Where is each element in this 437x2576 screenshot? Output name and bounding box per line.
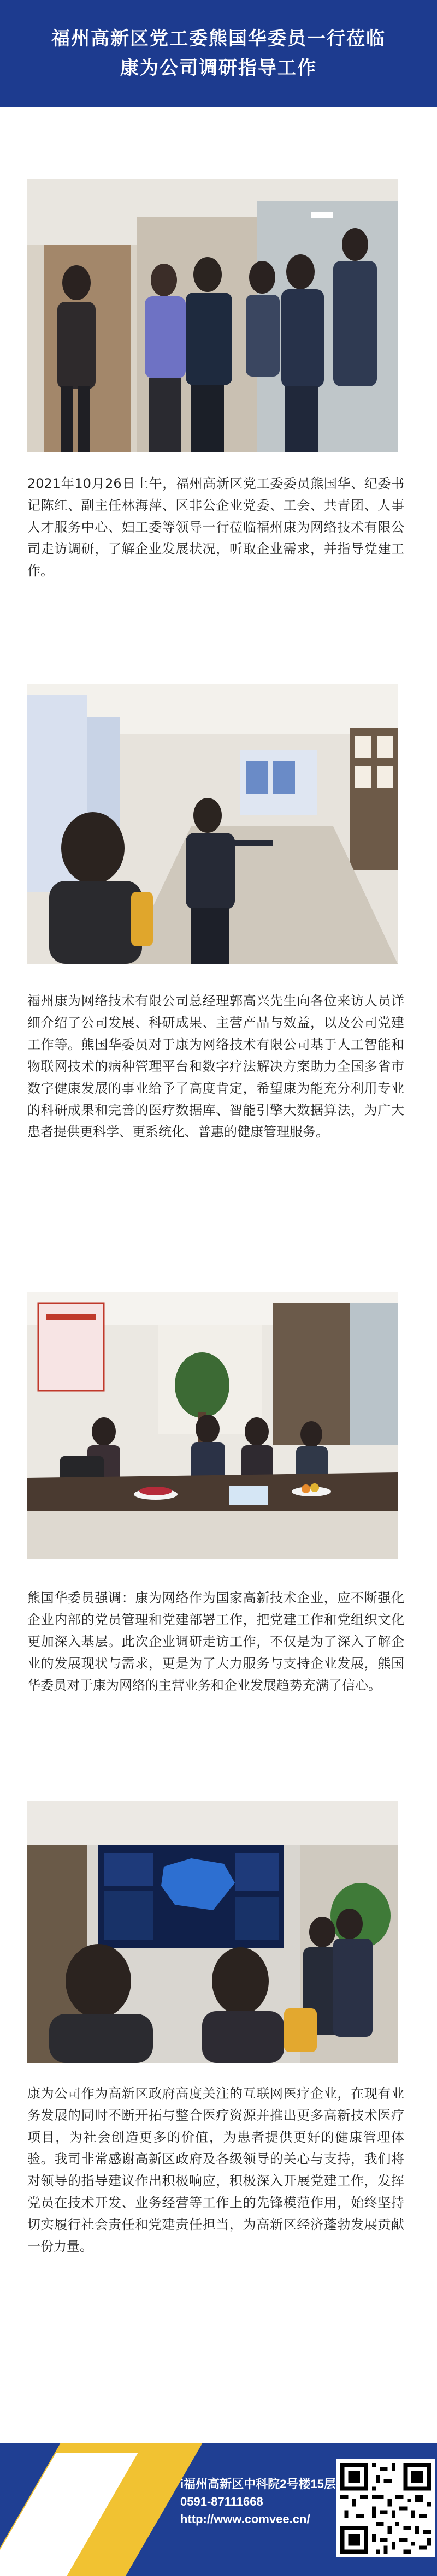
phone: 0591-87111668 <box>180 2495 263 2508</box>
photo-meeting-room <box>27 1292 398 1559</box>
article-title-line2: 康为公司调研指导工作 <box>120 57 317 79</box>
article-header <box>0 0 437 107</box>
qr-code-icon <box>336 2459 435 2557</box>
photo-exhibition-hall <box>27 684 398 964</box>
contact-info <box>180 2476 336 2528</box>
footer <box>0 2443 437 2576</box>
article-body <box>0 107 437 2443</box>
website-link[interactable]: http://www.comvee.cn/ <box>180 2512 310 2526</box>
article-title-line1: 福州高新区党工委熊国华委员一行莅临 <box>51 28 386 50</box>
paragraph-4: 康为公司作为高新区政府高度关注的互联网医疗企业，在现有业务发展的同时不断开拓与整合医疗资源并推出更多高新技术医疗项目，为社会创造更多的价值，为患者提供更好的健康管理体验。我司非常感谢高新区政府及各级领导的关心与支持，我们将对领导的指导建议作出积极响应，积极深入开展党建工作，发挥党员在技术开发、业务经营等工作上的先锋模范作用，始终坚持切实履行社会责任和党建责任担当，为高新区经济蓬勃发展贡献一份力量。 <box>27 2086 404 2254</box>
paragraph-2: 福州康为网络技术有限公司总经理郭高兴先生向各位来访人员详细介绍了公司发展、科研成果、主营产品与效益，以及公司党建工作等。熊国华委员对于康为网络技术有限公司基于人工智能和物联网技术的病种管理平台和数字疗法解决方案助力全国多省市数字健康发展的事业给予了高度肯定，希望康为能充分利用专业的科研成果和完善的医疗数据库、智能引擎大数据算法，为广大患者提供更科学、更系统化、普惠的健康管理服务。 <box>27 993 404 1140</box>
address: i福州高新区中科院2号楼15层 <box>180 2477 336 2491</box>
paragraph-1: 2021年10月26日上午，福州高新区党工委委员熊国华、纪委书记陈红、副主任林海萍、区非公企业党委、工会、共青团、人事人才服务中心、妇工委等领导一行莅临福州康为网络技术有限公司走访调研，了解企业发展状况，听取企业需求，并指导党建工作。 <box>27 476 404 579</box>
photo-corridor-visit <box>27 179 398 452</box>
paragraph-3: 熊国华委员强调：康为网络作为国家高新技术企业，应不断强化企业内部的党员管理和党建部署工作，把党建工作和党组织文化更加深入基层。此次企业调研走访工作，不仅是为了深入了解企业的发展现状与需求，更是为了大力服务与支持企业发展，熊国华委员对于康为网络的主营业务和企业发展趋势充满了信心。 <box>27 1590 404 1693</box>
photo-data-screen <box>27 1801 398 2063</box>
article-title <box>19 24 418 83</box>
